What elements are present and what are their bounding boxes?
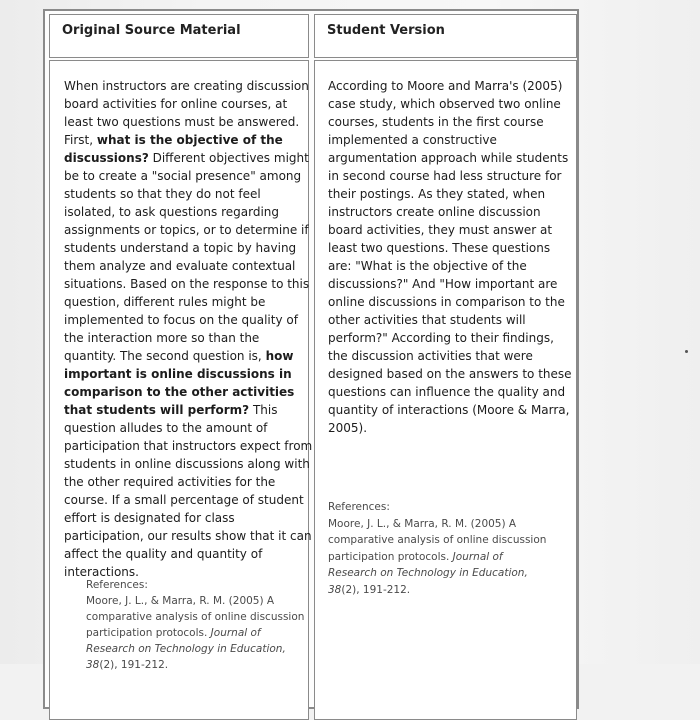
text-line: in second course had less structure for [328, 169, 562, 183]
text-line: assignments or topics, or to determine if [64, 223, 309, 237]
italic-text: Research on Technology in Education, [86, 643, 286, 655]
text-line: board activities for online courses, at [64, 97, 288, 111]
text-line: participation protocols. Journal of [328, 550, 503, 563]
text-line: isolated, to ask questions regarding [64, 205, 280, 219]
italic-text: Journal of [452, 550, 503, 563]
text-line [328, 565, 546, 582]
text-line: question, different rules might be [64, 295, 266, 309]
text-line: References: [86, 579, 148, 591]
stray-dot-mark [685, 350, 688, 353]
student-version-text [328, 77, 572, 437]
header-student-version [314, 14, 577, 58]
text-line: the other required activities for the [64, 475, 276, 489]
text-line: participation that instructors expect from [64, 439, 313, 453]
text-line: are: "What is the objective of the [328, 259, 527, 273]
original-source-text [64, 77, 312, 581]
text-line: implemented to focus on the quality of [64, 313, 298, 327]
text-line: course. If a small percentage of student [64, 493, 304, 507]
text-line: 2005). [328, 421, 368, 435]
text-line: quantity of interactions (Moore & Marra, [328, 403, 570, 417]
text-line: effort is designated for class [64, 511, 235, 525]
text-line [64, 365, 312, 383]
header-student-version-label: Student Version [327, 23, 445, 38]
text-line: comparative analysis of online discussion [86, 611, 305, 623]
text-line: board activities, they must answer at [328, 223, 553, 237]
text-line: least two questions. These questions [328, 241, 551, 255]
student-version-cell [314, 60, 577, 720]
bold-text: important is online discussions in [64, 367, 292, 381]
original-source-references [86, 577, 304, 673]
bold-text: comparison to the other activities [64, 385, 295, 399]
text-line: questions can influence the quality and [328, 385, 566, 399]
text-line: the discussion activities that were [328, 349, 533, 363]
text-line: be to create a "social presence" among [64, 169, 302, 183]
text-line: online discussions in comparison to the [328, 295, 565, 309]
text-line: Moore, J. L., & Marra, R. M. (2005) A [86, 595, 275, 607]
text-line: participation, our results show that it can [64, 529, 312, 543]
text-line: instructors create online discussion [328, 205, 541, 219]
text-line: other activities that students will [328, 313, 526, 327]
text-line: case study, which observed two online [328, 97, 561, 111]
italic-text: Research on Technology in Education, [328, 567, 528, 579]
text-line: discussions? Different objectives might [64, 151, 309, 165]
student-version-references [328, 499, 546, 598]
text-line: References: [328, 501, 390, 513]
text-line: implemented a constructive [328, 133, 497, 147]
text-line: question alludes to the amount of [64, 421, 268, 435]
text-line: 38(2), 191-212. [86, 659, 169, 671]
italic-text: 38 [86, 659, 100, 671]
text-line: Moore, J. L., & Marra, R. M. (2005) A [328, 517, 517, 530]
text-line: When instructors are creating discussion [64, 79, 309, 93]
comparison-table [43, 9, 579, 709]
original-source-cell [49, 60, 313, 720]
text-line: According to Moore and Marra's (2005) [328, 79, 563, 93]
text-line: comparative analysis of online discussion [328, 534, 547, 546]
text-line: quantity. The second question is, how [64, 349, 294, 363]
bold-text: what is the objective of the [96, 133, 283, 147]
text-line: the interaction more so than the [64, 331, 260, 345]
text-line: affect the quality and quantity of [64, 547, 263, 561]
text-line: interactions. [64, 565, 139, 579]
italic-text: Journal of [210, 627, 261, 639]
bold-text: that students will perform? [64, 403, 250, 417]
text-line: argumentation approach while students [328, 151, 569, 165]
text-line: perform?" According to their findings, [328, 331, 554, 345]
text-line: students so that they do not feel [64, 187, 261, 201]
text-line: courses, students in the first course [328, 115, 544, 129]
text-line: situations. Based on the response to this [64, 277, 310, 291]
text-line: designed based on the answers to these [328, 367, 572, 381]
italic-text: 38 [328, 583, 342, 596]
text-line: discussions?" And "How important are [328, 277, 558, 291]
bold-text: how [265, 349, 294, 363]
header-original-source-label: Original Source Material [62, 23, 241, 38]
text-line: participation protocols. Journal of [86, 627, 261, 639]
text-line: least two questions must be answered. [64, 115, 300, 129]
text-line: students in online discussions along with [64, 457, 310, 471]
text-line: that students will perform? This [64, 403, 278, 417]
text-line: 38(2), 191-212. [328, 583, 411, 596]
text-line: their postings. As they stated, when [328, 187, 546, 201]
header-original-source [49, 14, 309, 58]
text-line: students understand a topic by having [64, 241, 297, 255]
text-line [86, 641, 304, 657]
bold-text: discussions? [64, 151, 149, 165]
text-line: First, what is the objective of the [64, 133, 283, 147]
text-line: them analyze and evaluate contextual [64, 259, 296, 273]
text-line [64, 383, 312, 401]
